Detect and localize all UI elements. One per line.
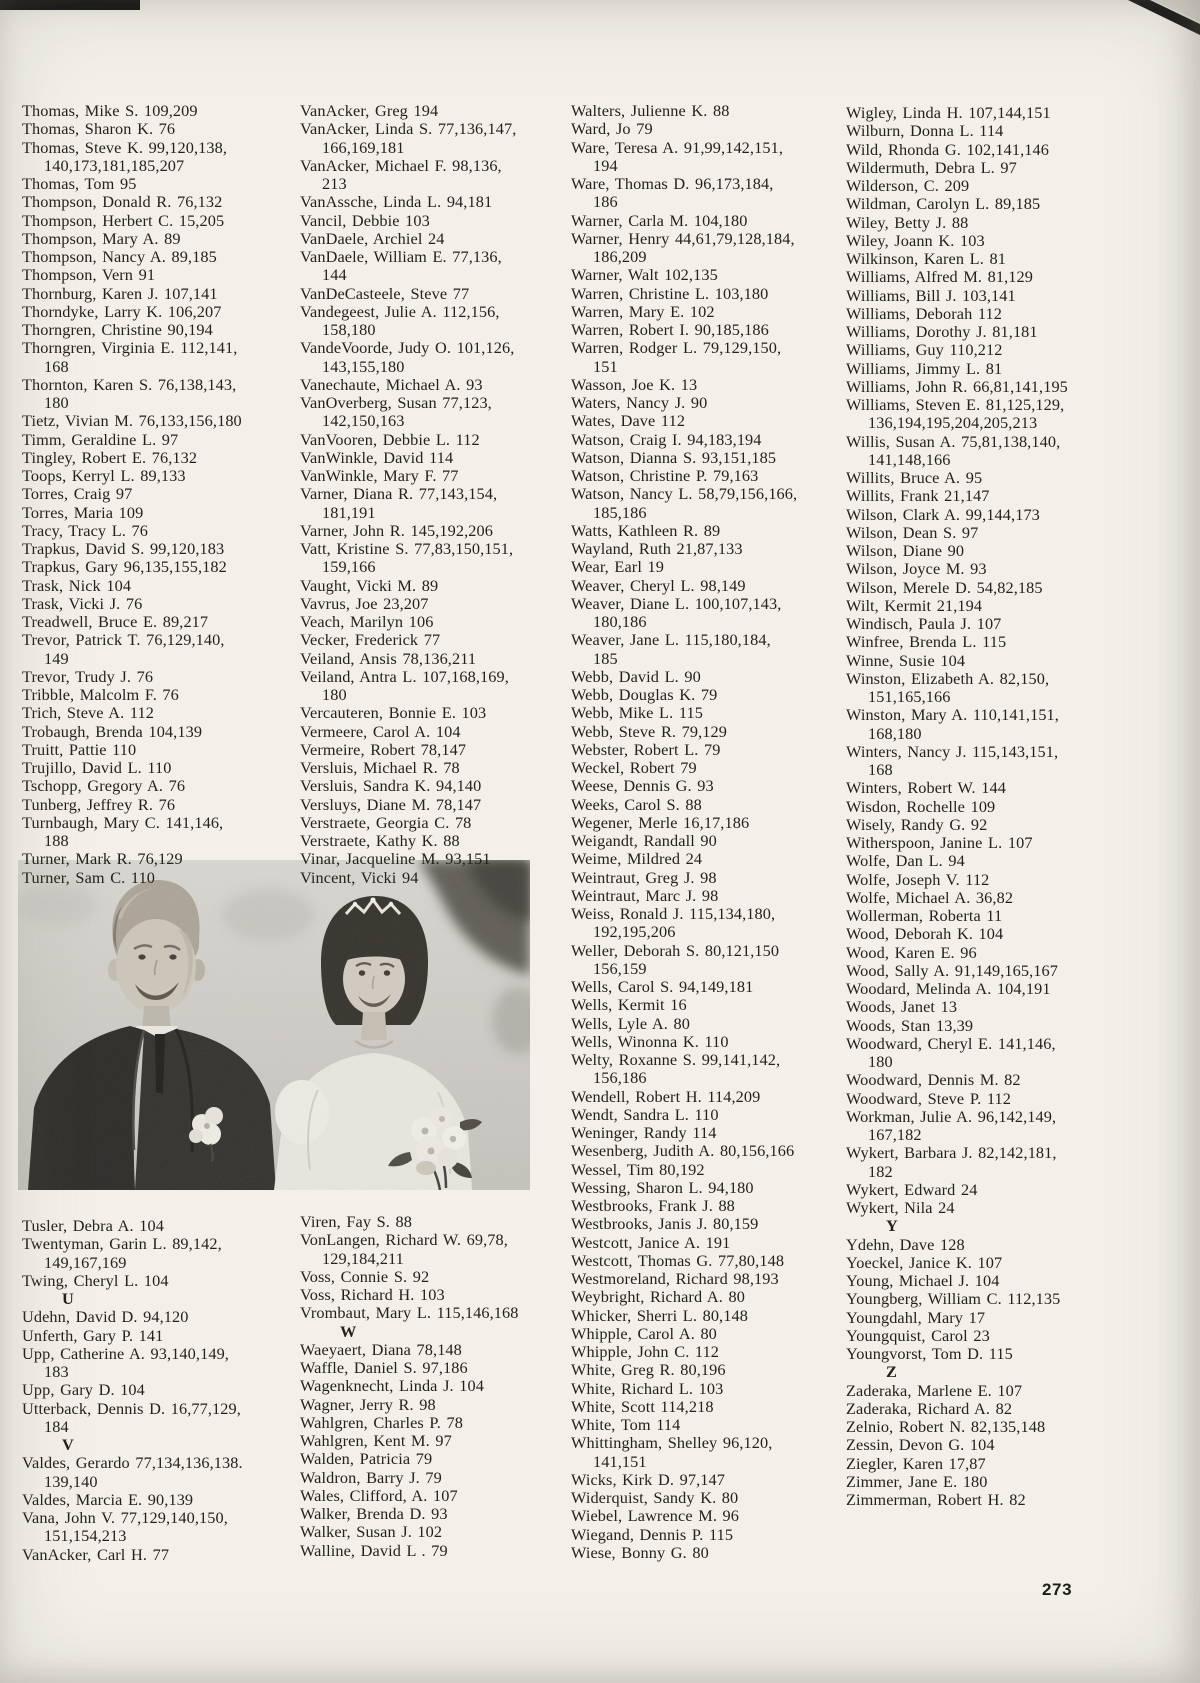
index-entry-line: Warren, Mary E. 102 xyxy=(571,301,715,321)
index-entry-line: Woodard, Melinda A. 104,191 xyxy=(846,979,1051,998)
index-entry-line: Wollerman, Roberta 11 xyxy=(846,906,1003,925)
index-entry-line: Westcott, Thomas G. 77,80,148 xyxy=(571,1250,785,1270)
index-entry-line: Trask, Vicki J. 76 xyxy=(22,593,143,613)
index-entry-line: 186,209 xyxy=(593,247,647,266)
index-entry-line: Twentyman, Garin L. 89,142, xyxy=(22,1234,222,1254)
index-entry-line: 156,159 xyxy=(593,958,647,978)
index-entry-line: Wilson, Clark A. 99,144,173 xyxy=(846,504,1040,524)
index-entry-line: Whicker, Sherri L. 80,148 xyxy=(571,1305,748,1325)
index-entry-line: Vercauteren, Bonnie E. 103 xyxy=(300,703,487,723)
index-entry-line: 184 xyxy=(44,1416,69,1436)
index-entry-line: Zelnio, Robert N. 82,135,148 xyxy=(846,1417,1046,1436)
index-entry-line: Trask, Nick 104 xyxy=(22,575,132,595)
index-entry-line: Valdes, Marcia E. 90,139 xyxy=(22,1489,194,1509)
index-entry-line: Wilderson, C. 209 xyxy=(846,176,970,195)
index-entry-line: VanVooren, Debbie L. 112 xyxy=(300,429,480,449)
index-entry-line: 166,169,181 xyxy=(322,137,405,157)
index-entry-line: Youngdahl, Mary 17 xyxy=(846,1307,986,1327)
index-entry-line: Tingley, Robert E. 76,132 xyxy=(22,447,198,467)
index-entry-line: Wykert, Nila 24 xyxy=(846,1198,955,1217)
index-entry-line: Ziegler, Karen 17,87 xyxy=(846,1453,986,1473)
index-entry-line: Wells, Kermit 16 xyxy=(571,995,687,1015)
index-entry-line: Winters, Nancy J. 115,143,151, xyxy=(846,741,1059,761)
index-entry-line: Wilt, Kermit 21,194 xyxy=(846,595,983,615)
index-entry-line: Torres, Maria 109 xyxy=(22,502,144,522)
index-entry-line: Warren, Robert I. 90,185,186 xyxy=(571,320,769,339)
index-entry-line: Tietz, Vivian M. 76,133,156,180 xyxy=(22,411,242,431)
index-entry-line: Thompson, Donald R. 76,132 xyxy=(22,192,223,212)
index-entry-line: Thorngren, Virginia E. 112,141, xyxy=(22,338,238,358)
index-entry-line: Weckel, Robert 79 xyxy=(571,758,697,777)
homecoming-couple-photo xyxy=(18,860,530,1190)
index-entry-line: Warner, Carla M. 104,180 xyxy=(571,210,748,230)
index-entry-line: 149,167,169 xyxy=(44,1252,127,1272)
index-entry-line: Unferth, Gary P. 141 xyxy=(22,1325,164,1345)
index-entry-line: Thompson, Mary A. 89 xyxy=(22,228,181,248)
index-entry-line: Wisely, Randy G. 92 xyxy=(846,814,988,834)
index-entry-line: Thomas, Steve K. 99,120,138, xyxy=(22,137,228,157)
index-entry-line: Trevor, Patrick T. 76,129,140, xyxy=(22,630,225,650)
index-entry-line: 149 xyxy=(44,648,69,668)
index-letter-header: U xyxy=(62,1289,74,1308)
index-entry-line: 144 xyxy=(322,265,347,285)
index-entry-line: Westmoreland, Richard 98,193 xyxy=(571,1269,779,1288)
index-entry-line: Voss, Richard H. 103 xyxy=(300,1285,445,1304)
index-entry-line: Wildman, Carolyn L. 89,185 xyxy=(846,194,1041,214)
index-letter-header: Y xyxy=(886,1216,898,1236)
index-entry-line: Winne, Susie 104 xyxy=(846,650,966,670)
index-entry-line: Wesenberg, Judith A. 80,156,166 xyxy=(571,1141,795,1161)
index-letter-header: V xyxy=(62,1435,74,1454)
page-number: 273 xyxy=(1042,1580,1073,1599)
photo-fade-overlay xyxy=(18,860,530,1190)
index-entry-line: Wykert, Edward 24 xyxy=(846,1179,978,1199)
index-entry-line: Wells, Lyle A. 80 xyxy=(571,1013,691,1033)
index-entry-line: Whittingham, Shelley 96,120, xyxy=(571,1433,773,1453)
index-entry-line: Vaught, Vicki M. 89 xyxy=(300,575,439,595)
index-entry-line: Viren, Fay S. 88 xyxy=(300,1212,413,1231)
index-entry-line: VanDeCasteele, Steve 77 xyxy=(300,283,470,303)
index-entry-line: VanAssche, Linda L. 94,181 xyxy=(300,192,493,212)
index-entry-line: 192,195,206 xyxy=(593,922,676,942)
index-entry-line: Weime, Mildred 24 xyxy=(571,849,703,869)
index-entry-line: 168 xyxy=(44,356,69,376)
index-entry-line: Vatt, Kristine S. 77,83,150,151, xyxy=(300,539,514,558)
index-entry-line: Weller, Deborah S. 80,121,150 xyxy=(571,940,780,960)
index-column-2-top xyxy=(300,102,558,887)
index-entry-line: Wendt, Sandra L. 110 xyxy=(571,1104,719,1124)
index-entry-line: Weigandt, Randall 90 xyxy=(571,831,717,850)
index-entry-line: Woods, Stan 13,39 xyxy=(846,1015,974,1035)
index-entry-line: Turner, Sam C. 110 xyxy=(22,867,156,887)
index-entry-line: Willis, Susan A. 75,81,138,140, xyxy=(846,431,1061,451)
index-entry-line: Wiegand, Dennis P. 115 xyxy=(571,1524,734,1544)
index-entry-line: Winston, Mary A. 110,141,151, xyxy=(846,705,1059,725)
index-entry-line: Vermeire, Robert 78,147 xyxy=(300,739,467,759)
index-entry-line: VanDaele, Archiel 24 xyxy=(300,228,445,248)
index-entry-line: Woodward, Dennis M. 82 xyxy=(846,1070,1021,1090)
index-entry-line: Windisch, Paula J. 107 xyxy=(846,614,1002,633)
index-entry-line: Upp, Catherine A. 93,140,149, xyxy=(22,1343,229,1363)
index-entry-line: Westbrooks, Frank J. 88 xyxy=(571,1196,735,1215)
scan-artifact-top-left-bar xyxy=(0,0,140,10)
index-entry-line: 182 xyxy=(868,1161,893,1181)
index-entry-line: Wood, Karen E. 96 xyxy=(846,942,977,962)
index-entry-line: Weintraut, Marc J. 98 xyxy=(571,885,719,905)
index-entry-line: Webb, Douglas K. 79 xyxy=(571,685,718,704)
index-entry-line: 156,186 xyxy=(593,1068,647,1088)
index-entry-line: Widerquist, Sandy K. 80 xyxy=(571,1488,739,1507)
index-entry-line: Webb, Steve R. 79,129 xyxy=(571,721,728,741)
index-column-2-bottom xyxy=(300,1213,558,1560)
index-entry-line: Walker, Susan J. 102 xyxy=(300,1522,443,1542)
index-entry-line: Wicks, Kirk D. 97,147 xyxy=(571,1469,725,1489)
index-entry-line: Ware, Thomas D. 96,173,184, xyxy=(571,174,774,193)
index-entry-line: Vermeere, Carol A. 104 xyxy=(300,721,461,741)
index-entry-line: Veiland, Antra L. 107,168,169, xyxy=(300,666,509,686)
index-entry-line: Vrombaut, Mary L. 115,146,168 xyxy=(300,1303,519,1323)
index-entry-line: Thornton, Karen S. 76,138,143, xyxy=(22,374,237,394)
index-entry-line: Whipple, Carol A. 80 xyxy=(571,1323,717,1343)
index-entry-line: Treadwell, Bruce E. 89,217 xyxy=(22,612,209,631)
index-entry-line: Zaderaka, Richard A. 82 xyxy=(846,1398,1013,1418)
index-entry-line: Williams, Alfred M. 81,129 xyxy=(846,267,1034,287)
index-entry-line: Wells, Winonna K. 110 xyxy=(571,1031,729,1051)
index-entry-line: VandeVoorde, Judy O. 101,126, xyxy=(300,338,515,358)
index-entry-line: Weaver, Cheryl L. 98,149 xyxy=(571,575,746,595)
index-entry-line: Woods, Janet 13 xyxy=(846,997,958,1017)
index-entry-line: Trapkus, David S. 99,120,183 xyxy=(22,539,225,558)
index-entry-line: Welty, Roxanne S. 99,141,142, xyxy=(571,1050,781,1069)
index-entry-line: Thomas, Mike S. 109,209 xyxy=(22,101,198,120)
index-entry-line: Wiese, Bonny G. 80 xyxy=(571,1542,709,1562)
index-entry-line: Weeks, Carol S. 88 xyxy=(571,794,702,814)
index-entry-line: Zessin, Devon G. 104 xyxy=(846,1435,995,1455)
index-entry-line: Witherspoon, Janine L. 107 xyxy=(846,833,1033,852)
index-entry-line: Varner, Diana R. 77,143,154, xyxy=(300,484,498,504)
index-entry-line: Vinar, Jacqueline M. 93,151 xyxy=(300,849,491,869)
index-entry-line: Truitt, Pattie 110 xyxy=(22,739,137,759)
index-entry-line: Valdes, Gerardo 77,134,136,138. xyxy=(22,1453,243,1473)
index-entry-line: Vana, John V. 77,129,140,150, xyxy=(22,1508,228,1527)
index-entry-line: Ward, Jo 79 xyxy=(571,119,653,139)
index-entry-line: 159,166 xyxy=(322,557,376,577)
index-column-1-top xyxy=(22,102,290,887)
index-entry-line: Wasson, Joe K. 13 xyxy=(571,374,698,394)
index-entry-line: Warren, Rodger L. 79,129,150, xyxy=(571,338,782,358)
index-entry-line: Tracy, Tracy L. 76 xyxy=(22,520,149,540)
index-entry-line: Winters, Robert W. 144 xyxy=(846,778,1006,798)
index-entry-line: Tusler, Debra A. 104 xyxy=(22,1216,164,1235)
index-entry-line: Vecker, Frederick 77 xyxy=(300,630,441,650)
index-entry-line: Verstraete, Georgia C. 78 xyxy=(300,812,472,832)
index-entry-line: Watson, Nancy L. 58,79,156,166, xyxy=(571,484,798,504)
index-entry-line: Youngquist, Carol 23 xyxy=(846,1325,990,1345)
index-entry-line: Versluys, Diane M. 78,147 xyxy=(300,794,482,814)
index-entry-line: Utterback, Dennis D. 16,77,129, xyxy=(22,1398,241,1418)
index-entry-line: Waters, Nancy J. 90 xyxy=(571,393,708,412)
index-entry-line: Wells, Carol S. 94,149,181 xyxy=(571,977,754,996)
index-entry-line: 185,186 xyxy=(593,502,647,522)
index-entry-line: Wates, Dave 112 xyxy=(571,411,686,431)
index-entry-line: Thompson, Vern 91 xyxy=(22,265,156,285)
index-entry-line: Winfree, Brenda L. 115 xyxy=(846,632,1007,652)
index-entry-line: VanWinkle, David 114 xyxy=(300,447,454,467)
index-entry-line: Thompson, Nancy A. 89,185 xyxy=(22,247,217,266)
index-entry-line: Weaver, Jane L. 115,180,184, xyxy=(571,630,771,650)
index-entry-line: Wild, Rhonda G. 102,141,146 xyxy=(846,139,1049,159)
index-entry-line: Weybright, Richard A. 80 xyxy=(571,1287,745,1307)
index-entry-line: Williams, John R. 66,81,141,195 xyxy=(846,376,1068,396)
index-entry-line: Thornburg, Karen J. 107,141 xyxy=(22,283,218,303)
index-entry-line: Workman, Julie A. 96,142,149, xyxy=(846,1106,1057,1126)
index-entry-line: 180 xyxy=(44,393,69,412)
index-entry-line: Ydehn, Dave 128 xyxy=(846,1234,965,1254)
index-entry-line: Verstraete, Kathy K. 88 xyxy=(300,831,460,850)
index-entry-line: Vincent, Vicki 94 xyxy=(300,867,419,887)
index-entry-line: Warner, Walt 102,135 xyxy=(571,265,718,285)
index-entry-line: Versluis, Michael R. 78 xyxy=(300,758,460,777)
index-entry-line: 181,191 xyxy=(322,502,376,522)
index-entry-line: Willits, Bruce A. 95 xyxy=(846,468,983,487)
index-entry-line: Udehn, David D. 94,120 xyxy=(22,1307,189,1327)
index-entry-line: Wales, Clifford, A. 107 xyxy=(300,1485,458,1505)
index-letter-header: Z xyxy=(886,1362,897,1382)
index-entry-line: Turnbaugh, Mary C. 141,146, xyxy=(22,812,224,832)
index-entry-line: VanAcker, Greg 194 xyxy=(300,101,439,120)
index-entry-line: Wilkinson, Karen L. 81 xyxy=(846,249,1006,268)
index-entry-line: Thomas, Sharon K. 76 xyxy=(22,119,176,139)
index-entry-line: Wolfe, Dan L. 94 xyxy=(846,851,965,871)
index-entry-line: Whipple, John C. 112 xyxy=(571,1342,720,1361)
index-entry-line: 158,180 xyxy=(322,320,376,339)
index-entry-line: Wykert, Barbara J. 82,142,181, xyxy=(846,1143,1057,1163)
index-entry-line: Thomas, Tom 95 xyxy=(22,174,137,193)
index-entry-line: Waffle, Daniel S. 97,186 xyxy=(300,1358,468,1377)
index-entry-line: White, Scott 114,218 xyxy=(571,1396,714,1416)
index-entry-line: Williams, Steven E. 81,125,129, xyxy=(846,395,1065,414)
index-entry-line: Varner, John R. 145,192,206 xyxy=(300,520,494,540)
index-entry-line: Weninger, Randy 114 xyxy=(571,1123,717,1142)
index-entry-line: 194 xyxy=(593,155,618,175)
index-entry-line: Vancil, Debbie 103 xyxy=(300,210,430,230)
index-entry-line: Veiland, Ansis 78,136,211 xyxy=(300,648,477,668)
index-entry-line: Zaderaka, Marlene E. 107 xyxy=(846,1380,1023,1400)
index-entry-line: 141,151 xyxy=(593,1451,647,1471)
index-entry-line: Ware, Teresa A. 91,99,142,151, xyxy=(571,137,783,157)
index-entry-line: Weiss, Ronald J. 115,134,180, xyxy=(571,904,776,923)
index-entry-line: Trich, Steve A. 112 xyxy=(22,703,154,723)
index-entry-line: Torres, Craig 97 xyxy=(22,484,133,504)
index-entry-line: Wahlgren, Charles P. 78 xyxy=(300,1412,463,1432)
index-entry-line: Wilburn, Donna L. 114 xyxy=(846,121,1004,141)
index-entry-line: 136,194,195,204,205,213 xyxy=(868,413,1038,433)
index-entry-line: Voss, Connie S. 92 xyxy=(300,1266,430,1286)
index-entry-line: 140,173,181,185,207 xyxy=(44,155,185,175)
index-entry-line: Wear, Earl 19 xyxy=(571,557,664,577)
index-column-4 xyxy=(846,104,1102,1509)
index-entry-line: Vanechaute, Michael A. 93 xyxy=(300,374,483,394)
index-entry-line: Wigley, Linda H. 107,144,151 xyxy=(846,103,1051,122)
index-entry-line: Tribble, Malcolm F. 76 xyxy=(22,685,179,704)
index-entry-line: Wood, Sally A. 91,149,165,167 xyxy=(846,960,1059,980)
index-entry-line: White, Tom 114 xyxy=(571,1415,681,1434)
index-entry-line: 180 xyxy=(868,1052,893,1071)
index-entry-line: Winston, Elizabeth A. 82,150, xyxy=(846,668,1050,688)
index-entry-line: Williams, Dorothy J. 81,181 xyxy=(846,322,1038,341)
index-entry-line: 183 xyxy=(44,1362,69,1381)
index-entry-line: Walters, Julienne K. 88 xyxy=(571,101,730,120)
index-entry-line: Wilson, Merele D. 54,82,185 xyxy=(846,577,1043,597)
index-entry-line: Westbrooks, Janis J. 80,159 xyxy=(571,1214,759,1234)
index-entry-line: VanOverberg, Susan 77,123, xyxy=(300,393,492,412)
index-entry-line: Thorngren, Christine 90,194 xyxy=(22,320,213,339)
index-entry-line: 180,186 xyxy=(593,612,647,631)
index-entry-line: 213 xyxy=(322,174,347,193)
index-entry-line: Trapkus, Gary 96,135,155,182 xyxy=(22,557,227,577)
index-entry-line: Wagner, Jerry R. 98 xyxy=(300,1394,436,1414)
index-entry-line: 139,140 xyxy=(44,1471,98,1491)
index-entry-line: White, Richard L. 103 xyxy=(571,1378,724,1398)
index-entry-line: Upp, Gary D. 104 xyxy=(22,1380,145,1400)
index-entry-line: Walden, Patricia 79 xyxy=(300,1449,433,1469)
index-entry-line: Watson, Dianna S. 93,151,185 xyxy=(571,447,777,467)
index-entry-line: Willits, Frank 21,147 xyxy=(846,486,990,506)
index-entry-line: Wiley, Betty J. 88 xyxy=(846,212,969,232)
index-entry-line: 168 xyxy=(868,760,893,779)
index-entry-line: Watson, Christine P. 79,163 xyxy=(571,466,759,485)
index-entry-line: Wayland, Ruth 21,87,133 xyxy=(571,539,743,558)
index-entry-line: Weese, Dennis G. 93 xyxy=(571,776,714,796)
index-entry-line: VanDaele, William E. 77,136, xyxy=(300,247,502,266)
index-entry-line: Webb, David L. 90 xyxy=(571,666,701,686)
index-entry-line: Youngvorst, Tom D. 115 xyxy=(846,1344,1013,1363)
index-entry-line: Waldron, Barry J. 79 xyxy=(300,1467,442,1487)
index-entry-line: Youngberg, William C. 112,135 xyxy=(846,1289,1061,1309)
index-entry-line: Wolfe, Joseph V. 112 xyxy=(846,869,990,889)
index-entry-line: Weaver, Diane L. 100,107,143, xyxy=(571,593,782,613)
index-entry-line: Toops, Kerryl L. 89,133 xyxy=(22,466,186,485)
index-column-1-bottom xyxy=(22,1217,290,1564)
index-entry-line: Yoeckel, Janice K. 107 xyxy=(846,1252,1003,1272)
index-entry-line: Williams, Jimmy L. 81 xyxy=(846,358,1003,378)
index-entry-line: 141,148,166 xyxy=(868,449,951,469)
index-entry-line: Thompson, Herbert C. 15,205 xyxy=(22,210,225,230)
index-entry-line: 168,180 xyxy=(868,723,922,743)
index-entry-line: VanWinkle, Mary F. 77 xyxy=(300,466,459,485)
index-entry-line: 142,150,163 xyxy=(322,411,405,431)
index-entry-line: Wegener, Merle 16,17,186 xyxy=(571,812,750,832)
index-entry-line: Wessing, Sharon L. 94,180 xyxy=(571,1177,754,1197)
index-entry-line: Wisdon, Rochelle 109 xyxy=(846,796,996,816)
index-entry-line: Westcott, Janice A. 191 xyxy=(571,1232,731,1252)
index-entry-line: Young, Michael J. 104 xyxy=(846,1271,1000,1290)
index-entry-line: Thorndyke, Larry K. 106,207 xyxy=(22,301,222,321)
index-entry-line: Wiley, Joann K. 103 xyxy=(846,230,985,250)
index-entry-line: Weintraut, Greg J. 98 xyxy=(571,867,717,887)
index-entry-line: Wilson, Diane 90 xyxy=(846,541,965,560)
index-entry-line: Trujillo, David L. 110 xyxy=(22,758,172,777)
index-entry-line: Vavrus, Joe 23,207 xyxy=(300,593,429,613)
index-entry-line: Zimmer, Jane E. 180 xyxy=(846,1471,988,1491)
index-entry-line: Wood, Deborah K. 104 xyxy=(846,924,1004,944)
index-entry-line: Wahlgren, Kent M. 97 xyxy=(300,1431,452,1450)
index-entry-line: 129,184,211 xyxy=(322,1248,404,1268)
index-entry-line: Wiebel, Lawrence M. 96 xyxy=(571,1506,740,1526)
index-entry-line: VonLangen, Richard W. 69,78, xyxy=(300,1230,508,1250)
index-entry-line: Williams, Guy 110,212 xyxy=(846,340,1003,360)
index-entry-line: Wilson, Joyce M. 93 xyxy=(846,559,987,579)
index-entry-line: Tunberg, Jeffrey R. 76 xyxy=(22,794,176,814)
index-entry-line: 180 xyxy=(322,685,347,704)
index-entry-line: White, Greg R. 80,196 xyxy=(571,1360,726,1380)
index-entry-line: Warren, Christine L. 103,180 xyxy=(571,283,769,303)
index-entry-line: 151,165,166 xyxy=(868,687,951,706)
index-entry-line: Trobaugh, Brenda 104,139 xyxy=(22,721,203,741)
index-entry-line: VanAcker, Michael F. 98,136, xyxy=(300,155,502,175)
index-entry-line: Wendell, Robert H. 114,209 xyxy=(571,1086,761,1106)
index-entry-line: Wolfe, Michael A. 36,82 xyxy=(846,887,1014,907)
index-column-3 xyxy=(571,102,827,1562)
index-entry-line: Versluis, Sandra K. 94,140 xyxy=(300,776,482,796)
index-entry-line: 143,155,180 xyxy=(322,356,405,376)
index-entry-line: Tschopp, Gregory A. 76 xyxy=(22,776,186,796)
index-entry-line: Woodward, Cheryl E. 141,146, xyxy=(846,1033,1056,1053)
index-entry-line: Wilson, Dean S. 97 xyxy=(846,522,979,542)
index-entry-line: Waeyaert, Diana 78,148 xyxy=(300,1339,462,1359)
index-entry-line: 188 xyxy=(44,831,69,850)
index-entry-line: Walline, David L . 79 xyxy=(300,1540,448,1560)
index-entry-line: 185 xyxy=(593,648,618,668)
index-entry-line: Watts, Kathleen R. 89 xyxy=(571,520,721,540)
index-entry-line: 151,154,213 xyxy=(44,1526,127,1546)
index-entry-line: Warner, Henry 44,61,79,128,184, xyxy=(571,228,795,248)
index-entry-line: Turner, Mark R. 76,129 xyxy=(22,849,183,869)
index-entry-line: Wildermuth, Debra L. 97 xyxy=(846,157,1017,177)
index-entry-line: Williams, Deborah 112 xyxy=(846,303,1003,323)
index-entry-line: Watson, Craig I. 94,183,194 xyxy=(571,429,762,449)
index-entry-line: Veach, Marilyn 106 xyxy=(300,612,434,631)
index-entry-line: Webster, Robert L. 79 xyxy=(571,739,721,759)
index-entry-line: Vandegeest, Julie A. 112,156, xyxy=(300,301,500,321)
index-entry-line: Trevor, Trudy J. 76 xyxy=(22,666,154,686)
index-entry-line: Twing, Cheryl L. 104 xyxy=(22,1270,169,1290)
index-entry-line: Williams, Bill J. 103,141 xyxy=(846,285,1016,305)
index-entry-line: Zimmerman, Robert H. 82 xyxy=(846,1490,1026,1509)
index-entry-line: 167,182 xyxy=(868,1125,922,1144)
index-entry-line: 151 xyxy=(593,356,618,376)
index-entry-line: Wessel, Tim 80,192 xyxy=(571,1159,705,1179)
index-entry-line: Woodward, Steve P. 112 xyxy=(846,1088,1012,1108)
index-entry-line: Webb, Mike L. 115 xyxy=(571,703,703,723)
index-entry-line: Wagenknecht, Linda J. 104 xyxy=(300,1376,484,1396)
index-entry-line: Walker, Brenda D. 93 xyxy=(300,1504,448,1523)
index-entry-line: VanAcker, Linda S. 77,136,147, xyxy=(300,119,517,139)
index-entry-line: 186 xyxy=(593,192,618,212)
index-entry-line: VanAcker, Carl H. 77 xyxy=(22,1544,170,1564)
scan-artifact-top-right-corner xyxy=(1120,0,1200,40)
index-entry-line: Timm, Geraldine L. 97 xyxy=(22,429,179,449)
index-letter-header: W xyxy=(340,1321,357,1341)
